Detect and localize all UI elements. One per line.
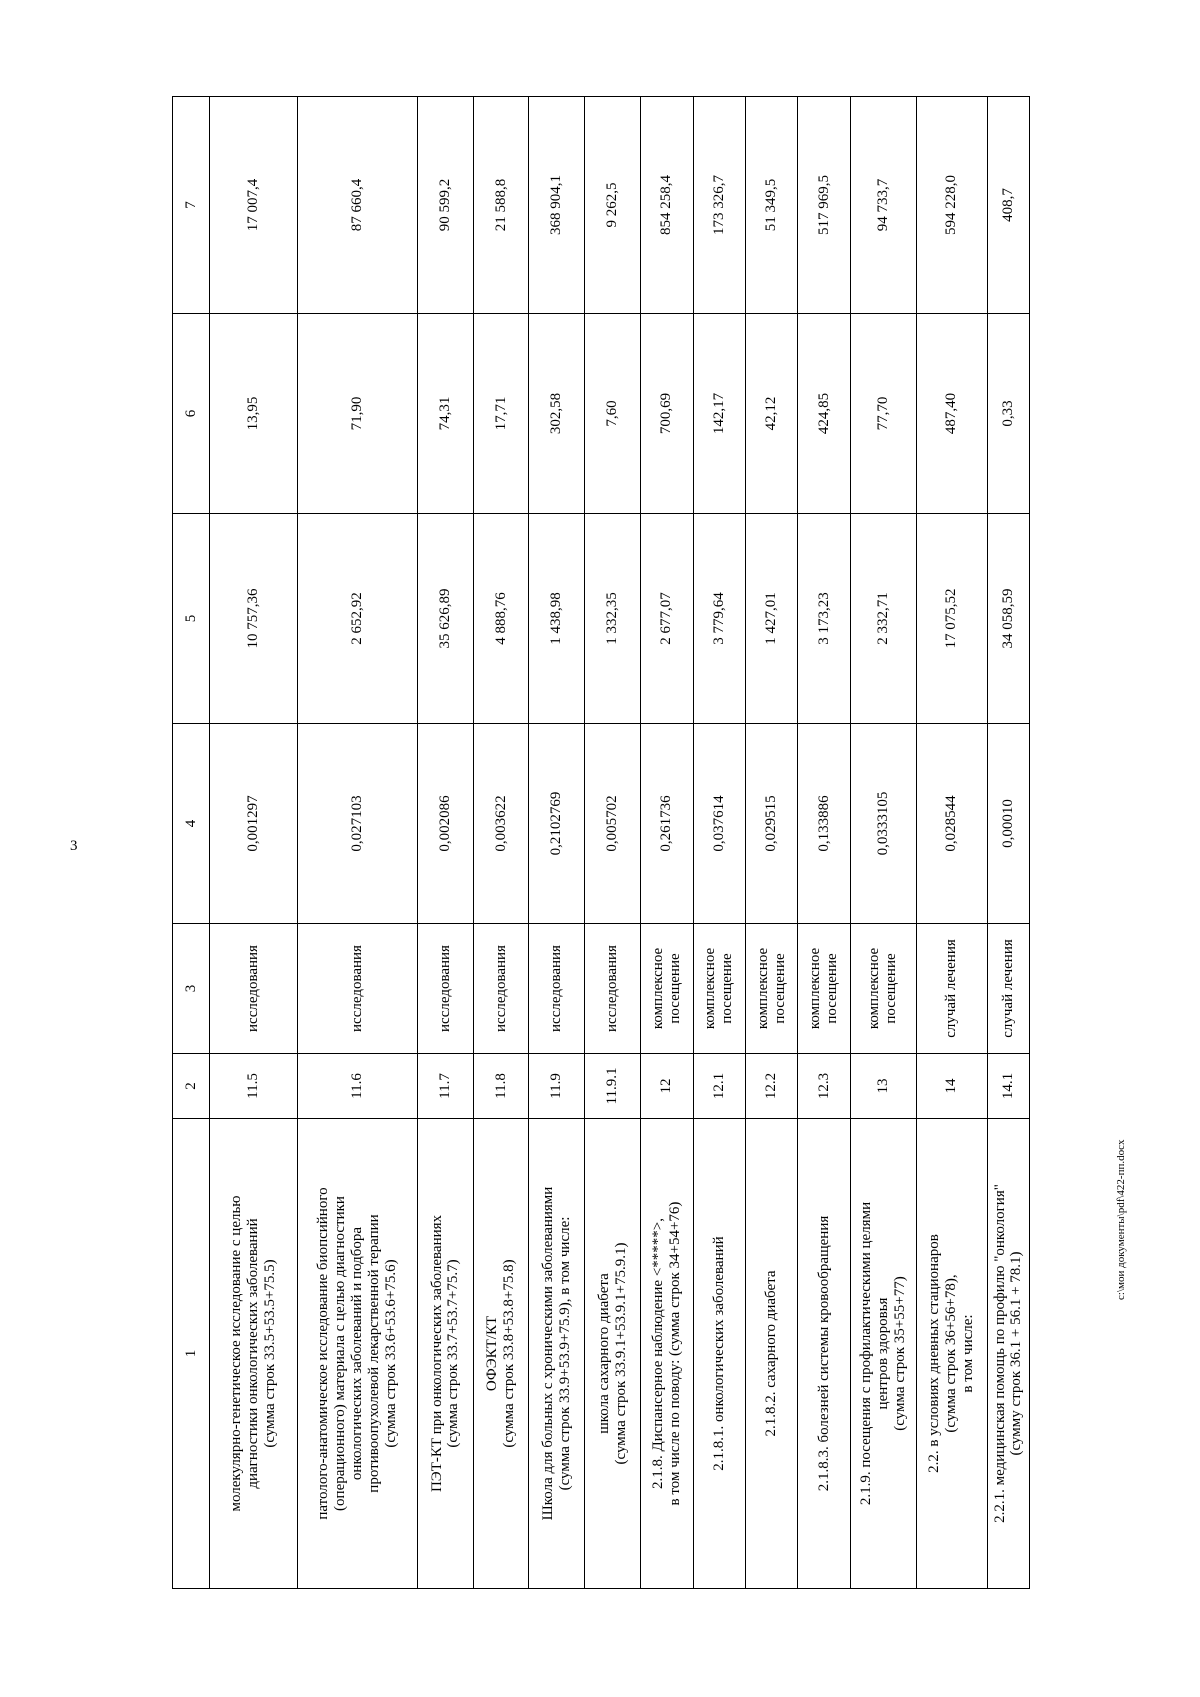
row-value-cell-6: 42,12	[745, 314, 797, 514]
row-name-line: ПЭТ-КТ при онкологических заболеваниях	[428, 1214, 445, 1493]
row-unit-line: посещение	[771, 953, 788, 1024]
row-value-cell-7: 21 588,8	[473, 97, 529, 314]
row-name-line: (сумма строк 33.5+53.5+75.5)	[261, 1259, 278, 1448]
header-row	[173, 97, 210, 1589]
row-value-cell-7: 368 904,1	[529, 97, 585, 314]
row-unit-line: исследования	[492, 945, 509, 1032]
header-cell-3: 3	[173, 924, 210, 1054]
row-value-cell-7: 854 258,4	[641, 97, 693, 314]
table-row	[850, 97, 916, 1589]
table-row	[641, 97, 693, 1589]
row-value-cell-6: 74,31	[417, 314, 473, 514]
row-value-cell-5: 17 075,52	[916, 514, 987, 724]
row-name-line: 2.1.9. посещения с профилактическими целями	[858, 1201, 875, 1506]
row-value-cell-6: 487,40	[916, 314, 987, 514]
row-unit-cell	[473, 924, 529, 1054]
row-code-cell: 12.1	[693, 1054, 745, 1119]
row-value-cell-5: 1 427,01	[745, 514, 797, 724]
row-value-cell-7: 17 007,4	[210, 97, 297, 314]
row-name-cell	[798, 1119, 850, 1589]
row-value-cell-5: 35 626,89	[417, 514, 473, 724]
row-unit-cell	[916, 924, 987, 1054]
table-row	[745, 97, 797, 1589]
row-name-line: в том числе по поводу: (сумма строк 34+54+76)	[666, 1201, 683, 1506]
row-value-cell-6: 700,69	[641, 314, 693, 514]
row-name-line: (сумма строк 33.9.1+53.9.1+75.9.1)	[612, 1242, 629, 1465]
table-body	[173, 97, 1030, 1589]
file-path-footer: c:\мои документы\pdf\422-пп.docx	[1115, 1139, 1127, 1300]
row-value-cell-7: 173 326,7	[693, 97, 745, 314]
table-wrapper	[172, 97, 1030, 1589]
row-value-cell-5: 2 332,71	[850, 514, 916, 724]
row-name-line: (сумма строк 36+56+78),	[943, 1274, 960, 1433]
row-name-line: противоопухолевой лекарственной терапии	[365, 1214, 382, 1493]
row-value-cell-7: 87 660,4	[297, 97, 417, 314]
row-value-cell-5: 2 652,92	[297, 514, 417, 724]
row-name-line: 2.2.1. медицинская помощь по профилю "онкология"	[991, 1184, 1008, 1523]
row-name-cell	[297, 1119, 417, 1589]
row-unit-line: посещение	[719, 953, 736, 1024]
row-unit-cell	[585, 924, 641, 1054]
row-unit-line: комплексное	[754, 947, 771, 1030]
row-unit-cell	[210, 924, 297, 1054]
row-name-line: ОФЭКТ/КТ	[484, 1315, 501, 1392]
row-value-cell-6: 0,33	[987, 314, 1029, 514]
row-value-cell-4: 0,00010	[987, 724, 1029, 924]
row-value-cell-4: 0,005702	[585, 724, 641, 924]
row-value-cell-6: 302,58	[529, 314, 585, 514]
row-value-cell-5: 1 438,98	[529, 514, 585, 724]
row-value-cell-4: 0,037614	[693, 724, 745, 924]
row-code-cell: 11.9	[529, 1054, 585, 1119]
row-name-cell	[916, 1119, 987, 1589]
row-value-cell-4: 0,261736	[641, 724, 693, 924]
row-unit-cell	[417, 924, 473, 1054]
row-name-line: Школа для больных с хроническими заболеваниями	[540, 1186, 557, 1521]
row-name-line: 2.1.8.2. сахарного диабета	[763, 1270, 780, 1437]
row-code-cell: 14	[916, 1054, 987, 1119]
row-unit-line: исследования	[548, 945, 565, 1032]
row-value-cell-5: 1 332,35	[585, 514, 641, 724]
row-value-cell-6: 77,70	[850, 314, 916, 514]
row-name-line: (сумма строк 33.8+53.8+75.8)	[501, 1259, 518, 1448]
row-code-cell: 11.9.1	[585, 1054, 641, 1119]
row-name-line: (сумма строк 33.6+53.6+75.6)	[382, 1259, 399, 1448]
row-value-cell-4: 0,0333105	[850, 724, 916, 924]
row-value-cell-4: 0,029515	[745, 724, 797, 924]
row-value-cell-7: 517 969,5	[798, 97, 850, 314]
table-row	[916, 97, 987, 1589]
row-name-line: патолого-анатомическое исследование биопсийного	[315, 1187, 332, 1520]
row-code-cell: 11.6	[297, 1054, 417, 1119]
row-name-cell	[745, 1119, 797, 1589]
row-code-cell: 11.7	[417, 1054, 473, 1119]
row-name-line: онкологических заболеваний и подбора	[348, 1226, 365, 1481]
row-value-cell-6: 71,90	[297, 314, 417, 514]
header-cell-7: 7	[173, 97, 210, 314]
row-value-cell-6: 142,17	[693, 314, 745, 514]
row-name-line: (операционного) материала с целью диагностики	[332, 1196, 349, 1511]
row-name-line: школа сахарного диабета	[595, 1273, 612, 1434]
row-unit-line: комплексное	[702, 947, 719, 1030]
header-cell-1: 1	[173, 1119, 210, 1589]
row-value-cell-6: 424,85	[798, 314, 850, 514]
row-name-cell	[529, 1119, 585, 1589]
header-cell-5: 5	[173, 514, 210, 724]
header-cell-6: 6	[173, 314, 210, 514]
row-unit-cell	[745, 924, 797, 1054]
row-name-line: (сумма строк 33.9+53.9+75.9), в том числе:	[556, 1216, 573, 1491]
row-value-cell-6: 17,71	[473, 314, 529, 514]
row-code-cell: 12	[641, 1054, 693, 1119]
row-name-cell	[641, 1119, 693, 1589]
row-unit-cell	[798, 924, 850, 1054]
table-row	[210, 97, 297, 1589]
row-unit-line: комплексное	[807, 947, 824, 1030]
row-value-cell-4: 0,027103	[297, 724, 417, 924]
row-name-cell	[417, 1119, 473, 1589]
row-code-cell: 11.8	[473, 1054, 529, 1119]
row-name-cell	[693, 1119, 745, 1589]
row-unit-line: случай лечения	[943, 939, 960, 1038]
row-value-cell-6: 7,60	[585, 314, 641, 514]
row-value-cell-6: 13,95	[210, 314, 297, 514]
row-name-cell	[987, 1119, 1029, 1589]
row-value-cell-5: 3 779,64	[693, 514, 745, 724]
row-name-line: диагностики онкологических заболеваний	[245, 1218, 262, 1489]
row-name-line: (сумма строк 35+55+77)	[891, 1276, 908, 1431]
table-row	[473, 97, 529, 1589]
table-row	[297, 97, 417, 1589]
rotated-table-container	[172, 97, 1030, 1589]
row-value-cell-4: 0,133886	[798, 724, 850, 924]
row-unit-cell	[529, 924, 585, 1054]
row-value-cell-4: 0,2102769	[529, 724, 585, 924]
row-value-cell-4: 0,001297	[210, 724, 297, 924]
row-unit-line: посещение	[883, 953, 900, 1024]
row-name-line: (сумму строк 36.1 + 56.1 + 78.1)	[1008, 1251, 1025, 1456]
table-row	[417, 97, 473, 1589]
row-value-cell-7: 94 733,7	[850, 97, 916, 314]
table-row	[585, 97, 641, 1589]
row-name-line: молекулярно-генетическое исследование с целью	[228, 1195, 245, 1512]
row-value-cell-5: 4 888,76	[473, 514, 529, 724]
header-cell-4: 4	[173, 724, 210, 924]
row-unit-cell	[297, 924, 417, 1054]
row-value-cell-4: 0,028544	[916, 724, 987, 924]
row-name-cell	[850, 1119, 916, 1589]
page-number: 3	[70, 838, 78, 854]
row-value-cell-5: 34 058,59	[987, 514, 1029, 724]
row-code-cell: 13	[850, 1054, 916, 1119]
table-row	[693, 97, 745, 1589]
row-name-line: центров здоровья	[874, 1297, 891, 1410]
row-name-line: 2.1.8.3. болезней системы кровообращения	[815, 1215, 832, 1492]
row-code-cell: 12.2	[745, 1054, 797, 1119]
row-unit-line: случай лечения	[999, 939, 1016, 1038]
header-cell-2: 2	[173, 1054, 210, 1119]
row-code-cell: 14.1	[987, 1054, 1029, 1119]
data-table	[172, 96, 1030, 1589]
row-name-cell	[210, 1119, 297, 1589]
row-name-line: 2.1.8.1. онкологических заболеваний	[710, 1236, 727, 1471]
row-unit-line: комплексное	[866, 947, 883, 1030]
row-unit-line: исследования	[245, 945, 262, 1032]
table-row	[987, 97, 1029, 1589]
row-unit-line: исследования	[436, 945, 453, 1032]
row-value-cell-7: 594 228,0	[916, 97, 987, 314]
row-value-cell-5: 3 173,23	[798, 514, 850, 724]
row-name-cell	[585, 1119, 641, 1589]
row-unit-line: посещение	[666, 953, 683, 1024]
row-code-cell: 12.3	[798, 1054, 850, 1119]
row-code-cell: 11.5	[210, 1054, 297, 1119]
row-unit-cell	[850, 924, 916, 1054]
row-name-line: (сумма строк 33.7+53.7+75.7)	[445, 1259, 462, 1448]
row-unit-cell	[641, 924, 693, 1054]
row-value-cell-4: 0,002086	[417, 724, 473, 924]
row-name-line: 2.2. в условиях дневных стационаров	[926, 1234, 943, 1473]
row-value-cell-4: 0,003622	[473, 724, 529, 924]
row-unit-line: исследования	[348, 945, 365, 1032]
row-value-cell-7: 408,7	[987, 97, 1029, 314]
row-value-cell-5: 2 677,07	[641, 514, 693, 724]
row-name-line: в том числе:	[960, 1314, 976, 1393]
row-unit-cell	[987, 924, 1029, 1054]
table-row	[798, 97, 850, 1589]
table-row	[529, 97, 585, 1589]
row-value-cell-7: 51 349,5	[745, 97, 797, 314]
row-value-cell-7: 90 599,2	[417, 97, 473, 314]
row-value-cell-5: 10 757,36	[210, 514, 297, 724]
row-unit-line: посещение	[824, 953, 841, 1024]
row-unit-cell	[693, 924, 745, 1054]
row-unit-line: комплексное	[649, 947, 666, 1030]
row-name-line: 2.1.8. Диспансерное наблюдение <*****>,	[649, 1217, 666, 1490]
row-value-cell-7: 9 262,5	[585, 97, 641, 314]
row-unit-line: исследования	[604, 945, 621, 1032]
row-name-cell	[473, 1119, 529, 1589]
